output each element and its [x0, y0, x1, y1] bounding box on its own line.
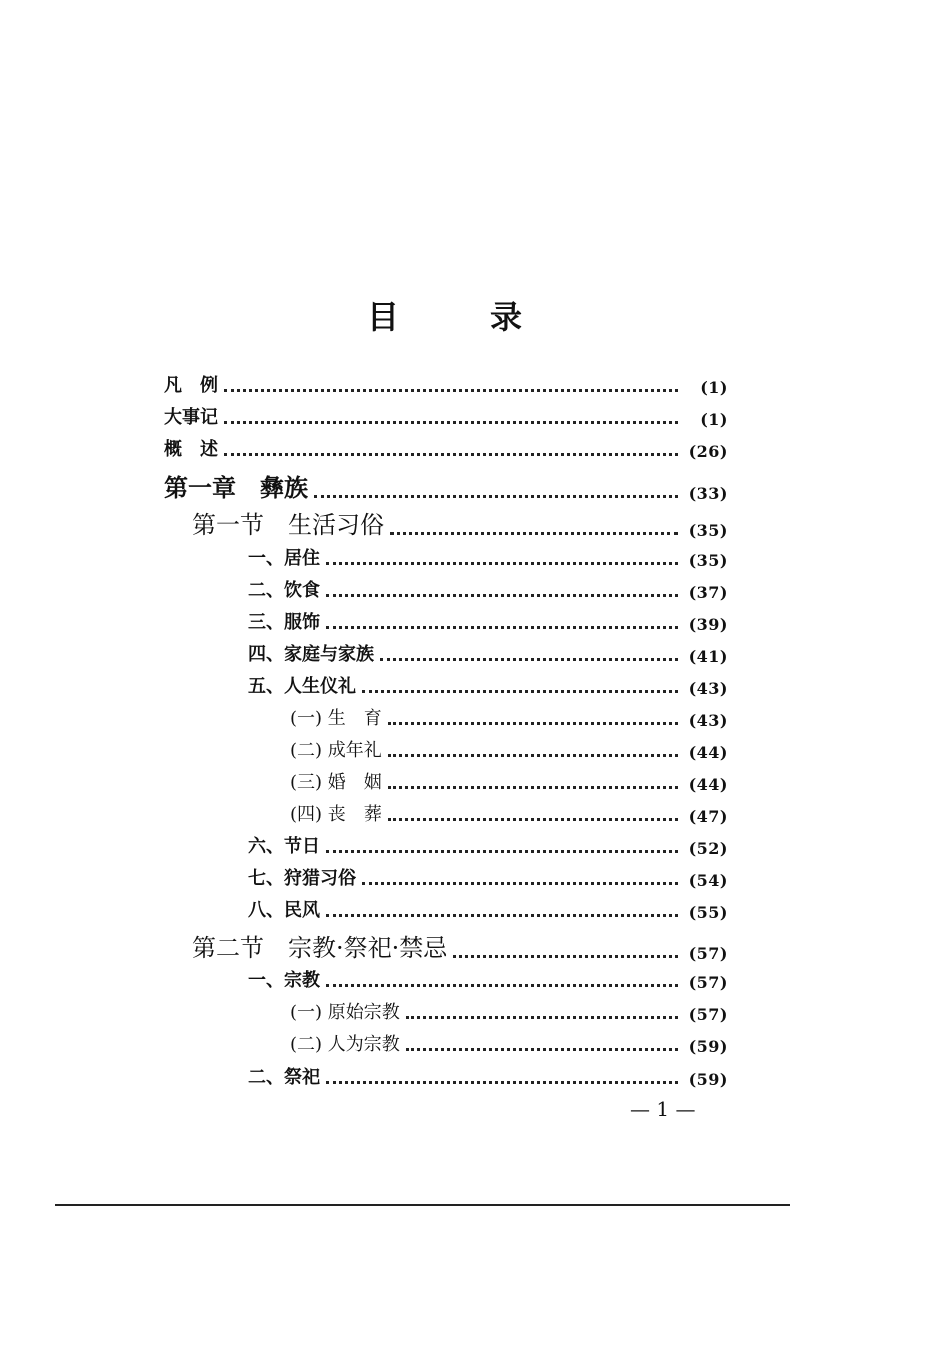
toc-entry-label: 一、宗教 — [248, 970, 320, 991]
toc-entry-label: 凡 例 — [164, 375, 218, 396]
toc-entry-page: (59) — [688, 1070, 728, 1089]
toc-entry — [248, 672, 728, 698]
leader-dots — [224, 421, 678, 424]
toc-entry-label: 大事记 — [164, 407, 218, 428]
leader-dots — [406, 1016, 678, 1019]
toc-entry-label: (一) 生 育 — [290, 708, 382, 729]
toc-subentry — [290, 800, 728, 826]
toc-entry-label: (二) 人为宗教 — [290, 1034, 400, 1055]
toc-entry — [248, 864, 728, 890]
toc-subentry — [290, 1030, 728, 1056]
toc-entry-label: 七、狩猎习俗 — [248, 868, 356, 889]
toc-entry-page: (1) — [700, 410, 728, 429]
leader-dots — [406, 1048, 678, 1051]
toc-entry — [164, 435, 728, 461]
toc-entry — [248, 832, 728, 858]
leader-dots — [224, 453, 678, 456]
toc-entry — [248, 640, 728, 666]
toc-entry-page: (54) — [688, 871, 728, 890]
toc-entry-page: (35) — [688, 521, 728, 540]
toc-entry-label: 四、家庭与家族 — [248, 644, 374, 665]
leader-dots — [453, 955, 678, 958]
toc-entry — [248, 576, 728, 602]
toc-entry-page: (59) — [688, 1037, 728, 1056]
toc-section — [192, 505, 728, 540]
toc-entry-page: (43) — [688, 679, 728, 698]
toc-entry-label: 概 述 — [164, 439, 218, 460]
toc-entry-label: 第一章 彝族 — [164, 474, 308, 502]
toc-section — [192, 928, 728, 963]
toc-entry-page: (37) — [688, 583, 728, 602]
title-char-2: 录 — [490, 298, 523, 336]
toc-entry — [248, 608, 728, 634]
toc-entry-page: (55) — [688, 903, 728, 922]
bottom-rule — [55, 1204, 790, 1206]
toc-entry — [164, 403, 728, 429]
leader-dots — [380, 658, 678, 661]
toc-entry-page: (47) — [688, 807, 728, 826]
toc-entry-page: (33) — [688, 484, 728, 503]
toc-entry-page: (44) — [688, 775, 728, 794]
toc-entry-page: (57) — [688, 1005, 728, 1024]
toc-entry-page: (26) — [688, 442, 728, 461]
toc-entry-label: 六、节日 — [248, 836, 320, 857]
leader-dots — [326, 914, 678, 917]
toc-entry-label: 三、服饰 — [248, 612, 320, 633]
toc-entry-label: 二、饮食 — [248, 580, 320, 601]
leader-dots — [326, 850, 678, 853]
toc-entry — [248, 896, 728, 922]
leader-dots — [388, 818, 678, 821]
toc-entry-page: (41) — [688, 647, 728, 666]
leader-dots — [326, 1081, 678, 1084]
toc-entry-page: (35) — [688, 551, 728, 570]
toc-entry-label: 第二节 宗教·祭祀·禁忌 — [192, 934, 448, 962]
toc-entry-page: (43) — [688, 711, 728, 730]
toc-subentry — [290, 736, 728, 762]
leader-dots — [326, 594, 678, 597]
toc-entry-label: 一、居住 — [248, 548, 320, 569]
toc-entry-page: (39) — [688, 615, 728, 634]
leader-dots — [388, 786, 678, 789]
toc-entry-label: 五、人生仪礼 — [248, 676, 356, 697]
leader-dots — [326, 984, 678, 987]
toc-entry — [248, 966, 728, 992]
leader-dots — [388, 722, 678, 725]
toc-entry — [248, 1063, 728, 1089]
toc-entry-label: 第一节 生活习俗 — [192, 511, 384, 539]
leader-dots — [390, 532, 678, 535]
toc-entry — [164, 371, 728, 397]
leader-dots — [326, 626, 678, 629]
toc-entry-label: (二) 成年礼 — [290, 740, 382, 761]
toc-entry-label: (四) 丧 葬 — [290, 804, 382, 825]
toc-entry-label: 八、民风 — [248, 900, 320, 921]
toc-entry-page: (52) — [688, 839, 728, 858]
leader-dots — [314, 495, 678, 498]
leader-dots — [388, 754, 678, 757]
leader-dots — [326, 562, 678, 565]
toc-subentry — [290, 998, 728, 1024]
toc-entry-label: 二、祭祀 — [248, 1067, 320, 1088]
page-number: — 1 — — [630, 1097, 696, 1121]
leader-dots — [362, 690, 678, 693]
toc-entry-page: (1) — [700, 378, 728, 397]
toc-entry-page: (44) — [688, 743, 728, 762]
toc-chapter — [164, 468, 728, 503]
toc-entry-page: (57) — [688, 944, 728, 963]
toc-subentry — [290, 768, 728, 794]
leader-dots — [224, 389, 678, 392]
toc-entry-label: (三) 婚 姻 — [290, 772, 382, 793]
toc-entry-page: (57) — [688, 973, 728, 992]
toc-entry — [248, 544, 728, 570]
toc-entry-label: (一) 原始宗教 — [290, 1002, 400, 1023]
leader-dots — [362, 882, 678, 885]
toc-subentry — [290, 704, 728, 730]
title-char-1: 目 — [367, 298, 400, 336]
